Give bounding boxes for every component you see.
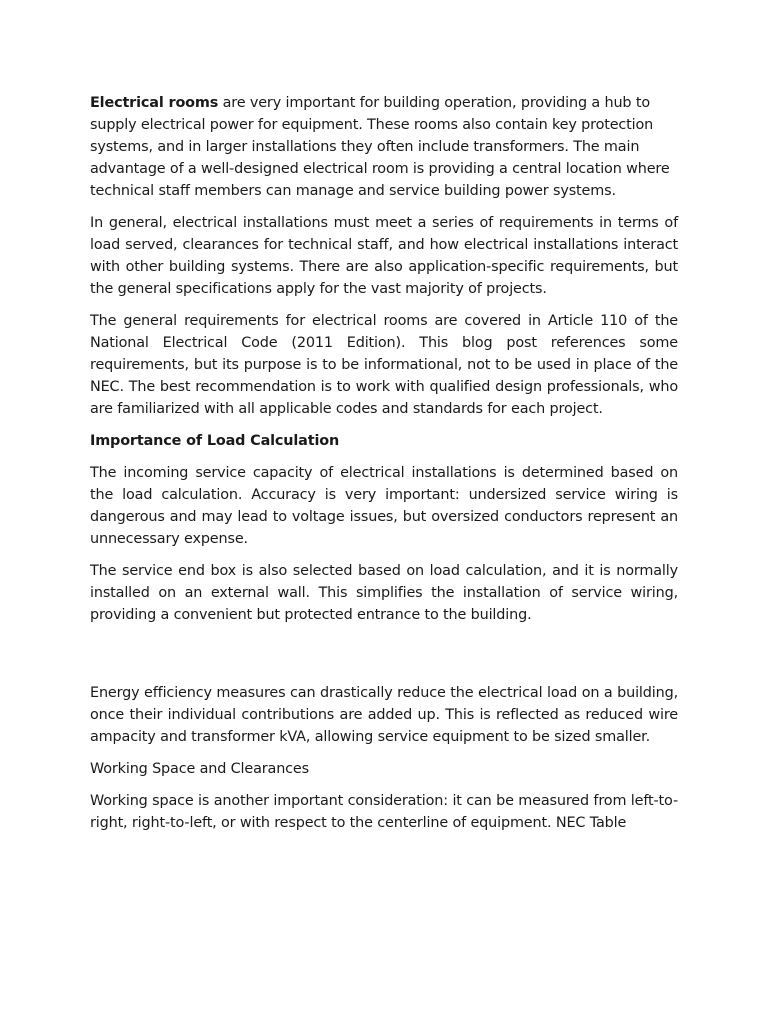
heading-load-calculation: Importance of Load Calculation [90, 433, 340, 449]
intro-text: are very important for building operation, providing a hub to supply electrical power for equipment. These rooms also contain key protection systems, and in larger installations they often include transformers. The main advantage of a well-designed electrical room is providing a central location where technical staff members can manage and service building power systems. [90, 95, 670, 199]
paragraph-service-end-box: The service end box is also selected based on load calculation, and it is normally installed on an external wall. This simplifies the installation of service wiring, providing a convenient but protected entrance to the building. [90, 563, 678, 623]
spacer [90, 636, 678, 682]
paragraph-energy-efficiency: Energy efficiency measures can drastically reduce the electrical load on a building, once their individual contributions are added up. This is reflected as reduced wire ampacity and transformer kVA, allowing service equipment to be sized smaller. [90, 685, 678, 745]
paragraph-general-requirements: In general, electrical installations must meet a series of requirements in terms of load served, clearances for technical staff, and how electrical installations interact with other building systems. There are also application-specific requirements, but the general specifications apply for the vast majority of projects. [90, 215, 678, 297]
heading-working-space: Working Space and Clearances [90, 761, 309, 777]
document-page [90, 92, 678, 844]
paragraph-nec-article: The general requirements for electrical rooms are covered in Article 110 of the National Electrical Code (2011 Edition). This blog post references some requirements, but its purpose is to be informational, not to be used in place of the NEC. The best recommendation is to work with qualified design professionals, who are familiarized with all applicable codes and standards for each project. [90, 313, 678, 417]
paragraph-intro [90, 92, 678, 202]
paragraph-working-space: Working space is another important consideration: it can be measured from left-to-right, right-to-left, or with respect to the centerline of equipment. NEC Table [90, 793, 678, 831]
paragraph-service-capacity: The incoming service capacity of electrical installations is determined based on the load calculation. Accuracy is very important: undersized service wiring is dangerous and may lead to voltage issues, but oversized conductors represent an unnecessary expense. [90, 465, 678, 547]
intro-bold-lead: Electrical rooms [90, 95, 219, 111]
